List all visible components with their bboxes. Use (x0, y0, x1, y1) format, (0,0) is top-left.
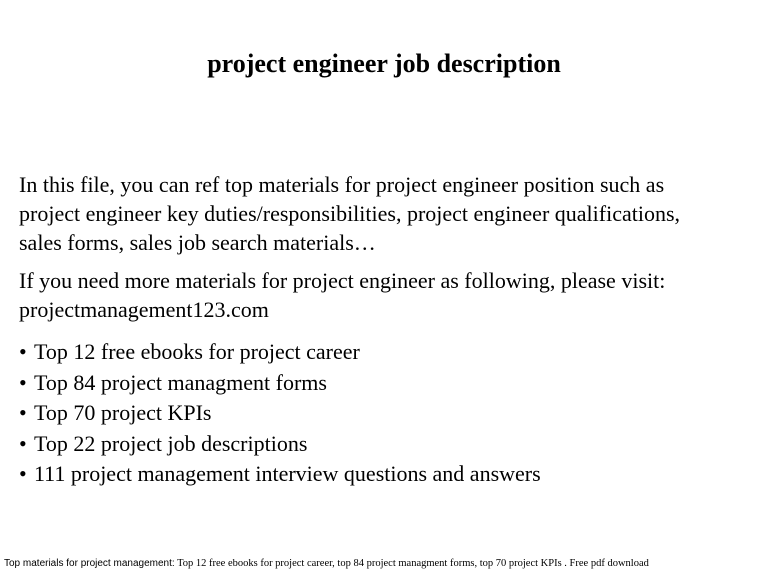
visit-line: If you need more materials for project engineer as following, please visit: (19, 268, 666, 293)
bullet-icon: • (19, 430, 27, 456)
bullet-icon: • (19, 461, 27, 486)
list-item-label: 111 project management interview questions and answers (34, 461, 541, 486)
page-title: project engineer job description (207, 49, 561, 78)
list-item (19, 368, 541, 399)
intro-line: project engineer key duties/responsibilities, project engineer qualifications, (19, 201, 681, 226)
visit-paragraph (19, 266, 759, 324)
footer-text: Top 12 free ebooks for project career, top 84 project managment forms, top 70 project KPIs . Free pdf download (174, 558, 649, 569)
materials-list (19, 337, 541, 490)
intro-line: In this file, you can ref top materials for project engineer position such as (19, 172, 665, 197)
footer-banner (4, 557, 768, 571)
intro-paragraph (19, 170, 759, 257)
list-item-label: Top 70 project KPIs (34, 400, 212, 425)
list-item-label: Top 22 project job descriptions (34, 430, 308, 456)
list-item (19, 459, 541, 490)
website-link[interactable]: projectmanagement123.com (19, 297, 269, 322)
bullet-icon: • (19, 339, 27, 364)
footer-label: Top materials for project management: (4, 558, 175, 569)
list-item (19, 398, 541, 429)
list-item (19, 337, 541, 368)
list-item-label: Top 12 free ebooks for project career (34, 339, 360, 364)
list-item (19, 429, 541, 460)
bullet-icon: • (19, 400, 27, 425)
bullet-icon: • (19, 369, 27, 395)
list-item-label: Top 84 project managment forms (34, 369, 327, 395)
intro-line: sales forms, sales job search materials… (19, 230, 376, 255)
